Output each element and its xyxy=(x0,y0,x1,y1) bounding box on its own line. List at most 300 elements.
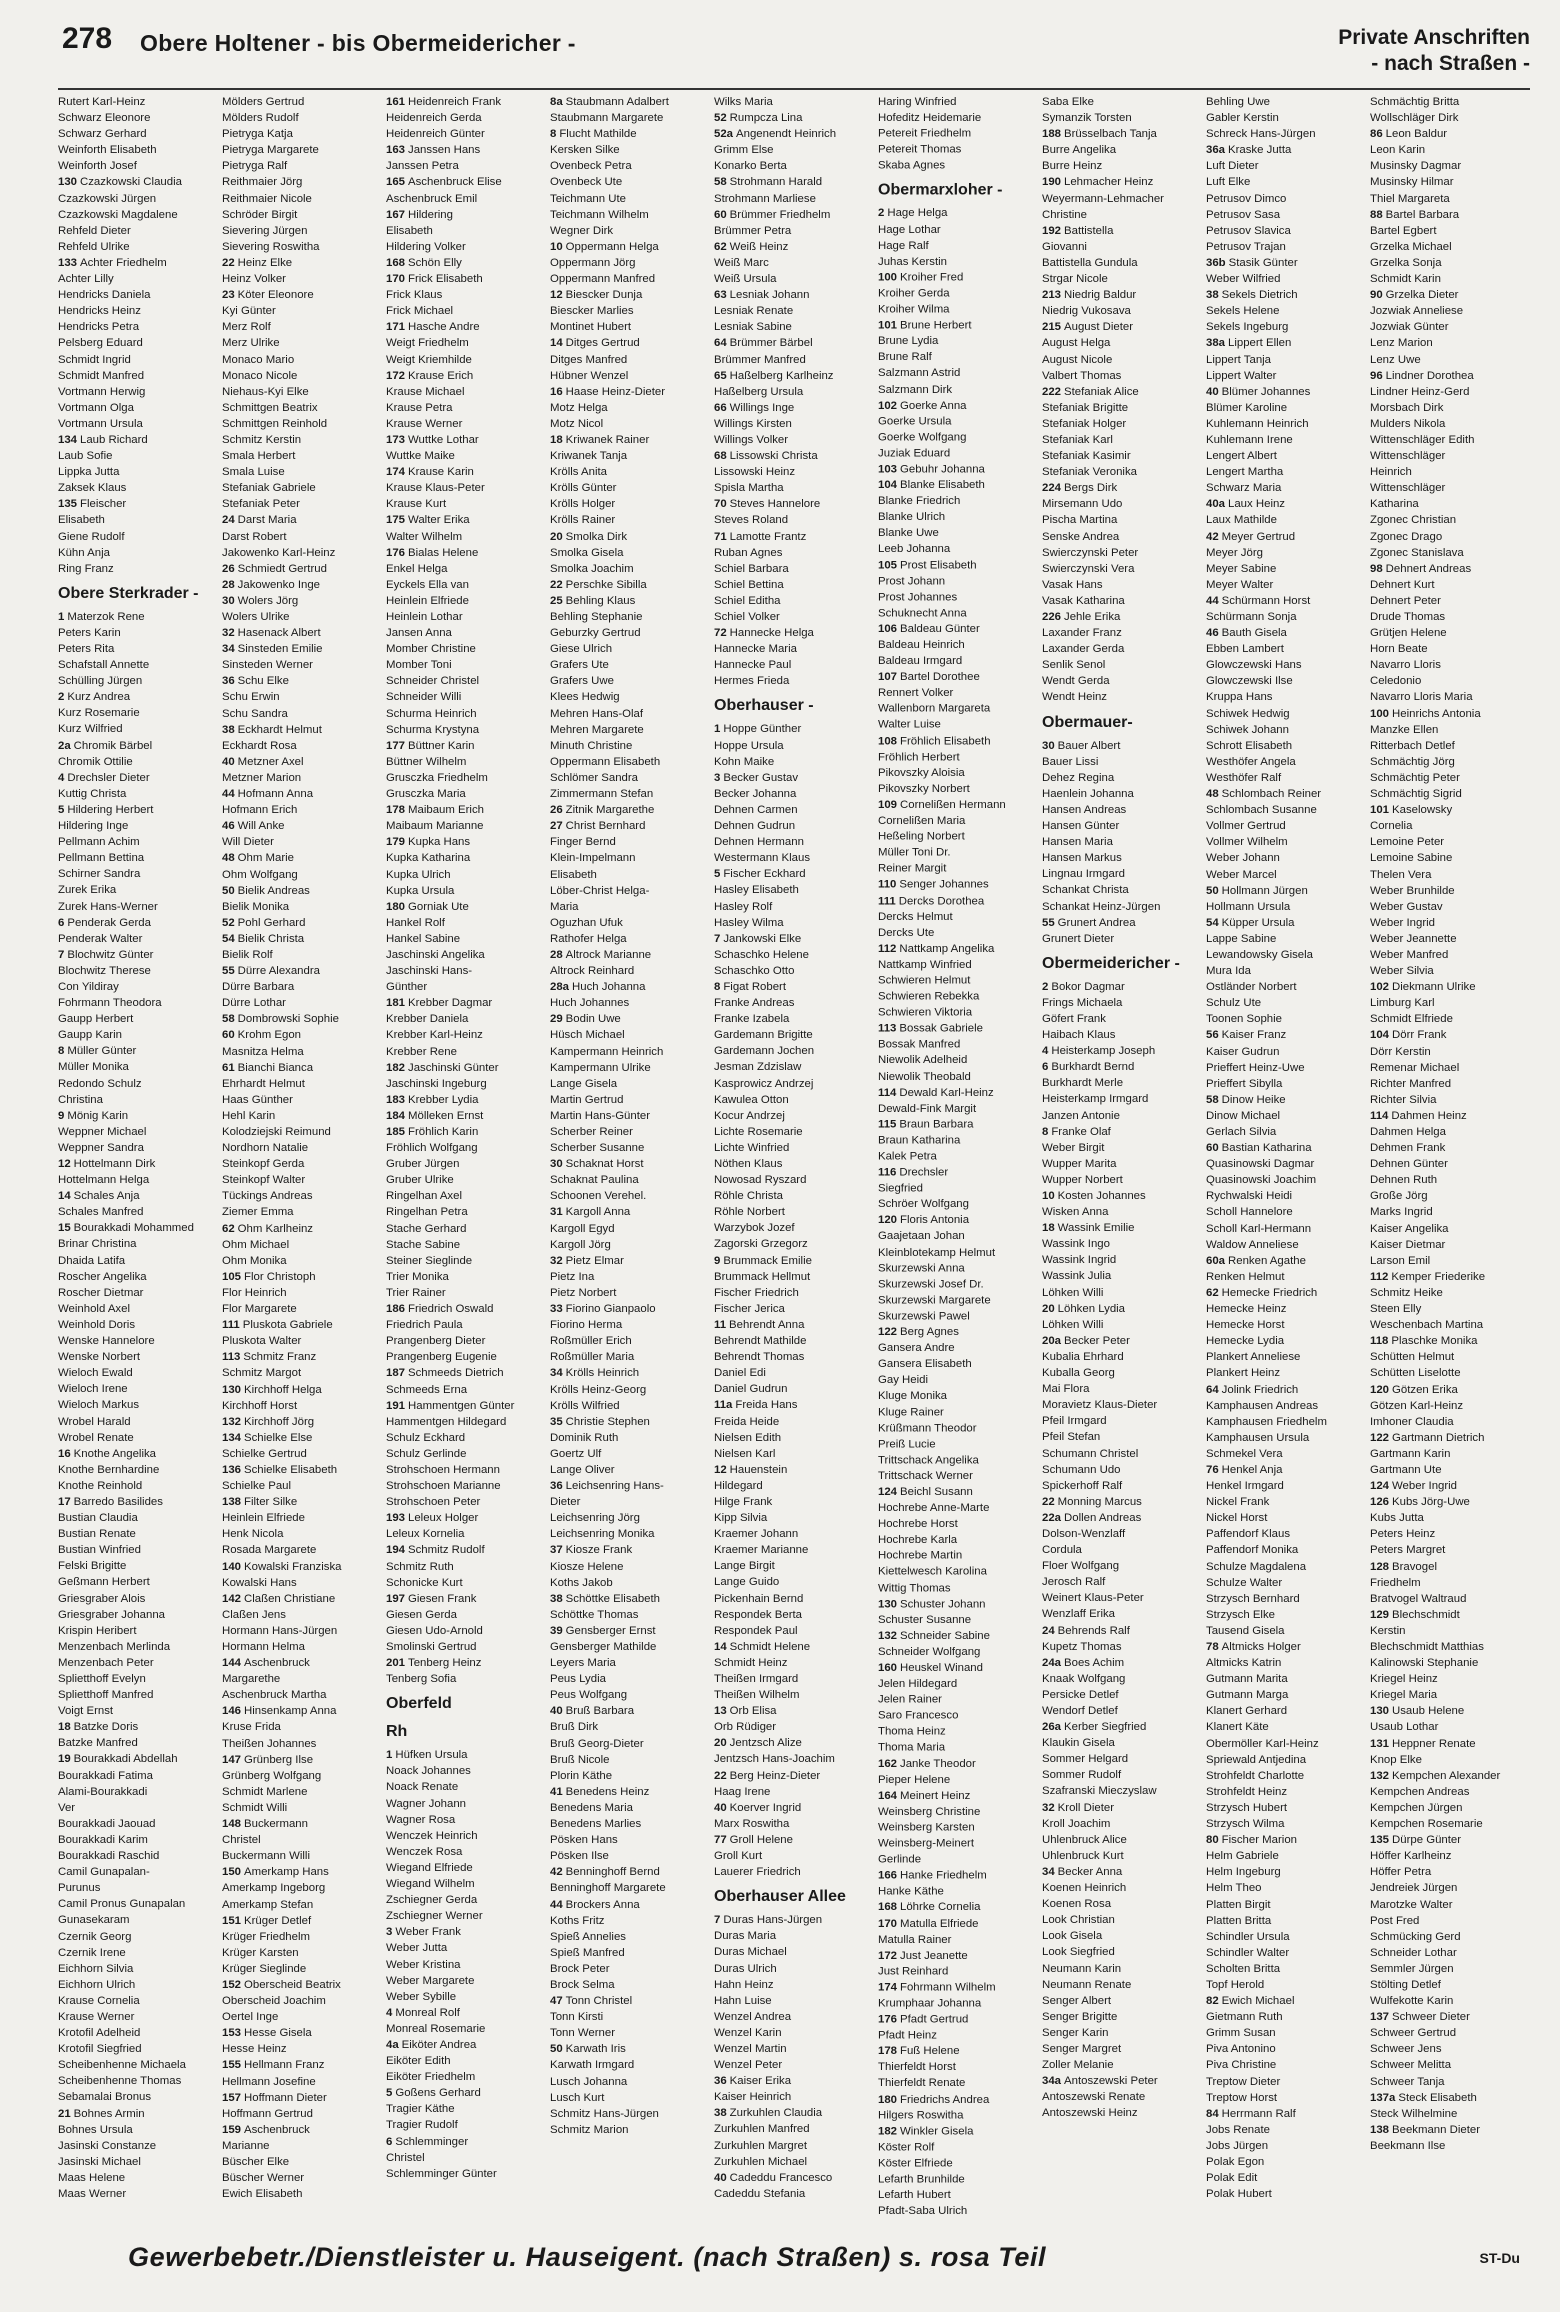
directory-entry: Zimmermann Stefan xyxy=(550,788,654,801)
directory-entry: Schmitz Margot xyxy=(222,1367,302,1380)
directory-entry: 12 Hauenstein xyxy=(714,1463,788,1476)
directory-entry: Orb Rüdiger xyxy=(714,1721,777,1734)
directory-entry: Camil Gunapalan- xyxy=(58,1866,150,1879)
house-number: 82 xyxy=(1206,1995,1219,2008)
street-heading: Obermauer- xyxy=(1042,713,1133,731)
directory-entry: Weber Birgit xyxy=(1042,1141,1105,1154)
directory-entry: 58 Strohmann Harald xyxy=(714,176,823,189)
directory-entry: Knop Elke xyxy=(1370,1753,1422,1766)
directory-entry: Stefaniak Karl xyxy=(1042,433,1113,446)
house-number: 2 xyxy=(1042,980,1049,993)
directory-entry: Jansen Anna xyxy=(386,627,452,640)
directory-entry: Wiegand Wilhelm xyxy=(386,1878,475,1891)
house-number: 8 xyxy=(714,980,721,993)
directory-entry: Lemoine Peter xyxy=(1370,836,1445,849)
house-number: 98 xyxy=(1370,562,1383,575)
directory-entry: Burre Angelika xyxy=(1042,144,1117,157)
directory-entry: 72 Hannecke Helga xyxy=(714,627,814,640)
directory-entry: 161 Heidenreich Frank xyxy=(386,96,502,108)
directory-entry: 1 Hoppe Günther xyxy=(714,723,802,736)
directory-entry: 133 Achter Friedhelm xyxy=(58,256,167,269)
directory-entry: Christel xyxy=(386,2151,425,2164)
directory-entry: 80 Fischer Marion xyxy=(1206,1834,1297,1847)
house-number: 201 xyxy=(386,1657,406,1670)
directory-entry: 22 Monning Marcus xyxy=(1042,1495,1142,1508)
house-number: 16 xyxy=(550,385,563,398)
directory-entry: Krebber Daniela xyxy=(386,1013,469,1026)
directory-entry: Ebben Lambert xyxy=(1206,643,1284,656)
directory-entry: Kaiser Gudrun xyxy=(1206,1045,1280,1058)
directory-entry: Hemecke Lydia xyxy=(1206,1335,1285,1348)
directory-entry: 142 Claßen Christiane xyxy=(222,1592,336,1605)
directory-entry: Weinsberg Christine xyxy=(878,1805,981,1818)
directory-entry: Lefarth Brunhilde xyxy=(878,2173,965,2186)
directory-entry: Hasley Elisabeth xyxy=(714,884,799,897)
house-number: 34a xyxy=(1042,2075,1062,2088)
directory-entry: 153 Hesse Gisela xyxy=(222,2027,312,2040)
directory-entry: 115 Braun Barbara xyxy=(878,1118,974,1131)
directory-entry: Krüger Karsten xyxy=(222,1946,299,1959)
house-number: 40a xyxy=(1206,498,1226,511)
directory-entry: Huch Johannes xyxy=(550,997,630,1010)
directory-entry: 90 Grzelka Dieter xyxy=(1370,289,1459,302)
house-number: 124 xyxy=(1370,1480,1390,1493)
directory-entry: 166 Hanke Friedhelm xyxy=(878,1869,987,1882)
directory-entry: 8 Flucht Mathilde xyxy=(550,128,637,141)
directory-entry: Scherber Susanne xyxy=(550,1142,645,1155)
house-number: 130 xyxy=(222,1383,242,1396)
directory-column-1 xyxy=(58,94,222,2219)
directory-entry: Hannecke Paul xyxy=(714,659,792,672)
directory-entry: Maibaum Marianne xyxy=(386,820,484,833)
house-number: 18 xyxy=(550,433,563,446)
directory-entry: Theißen Johannes xyxy=(222,1737,317,1750)
directory-entry: Tonn Werner xyxy=(550,2027,615,2040)
directory-entry: Spieß Manfred xyxy=(550,1946,625,1959)
directory-entry: Leichsenring Monika xyxy=(550,1528,655,1541)
directory-entry: Krüger Friedhelm xyxy=(222,1930,310,1943)
directory-entry: Merz Rolf xyxy=(222,321,271,334)
directory-entry: Finger Bernd xyxy=(550,836,616,849)
directory-entry: 24 Darst Maria xyxy=(222,514,297,527)
directory-entry: Steiner Sieglinde xyxy=(386,1254,473,1267)
directory-entry: Groll Kurt xyxy=(714,1850,763,1863)
directory-entry: Minuth Christine xyxy=(550,739,633,752)
directory-entry: 124 Beichl Susann xyxy=(878,1486,973,1499)
directory-entry: 38 Schöttke Elisabeth xyxy=(550,1592,661,1605)
directory-entry: Mehren Margarete xyxy=(550,723,644,736)
directory-entry: 39 Gensberger Ernst xyxy=(550,1624,656,1637)
directory-entry: Hahn Luise xyxy=(714,1994,772,2007)
directory-entry: Krause Cornelia xyxy=(58,1994,140,2007)
directory-entry: Schröder Birgit xyxy=(222,208,298,221)
street-heading: Oberhauser - xyxy=(714,697,814,715)
directory-entry: Kowalski Hans xyxy=(222,1576,297,1589)
directory-entry: 76 Henkel Anja xyxy=(1206,1463,1283,1476)
house-number: 1 xyxy=(386,1749,393,1762)
directory-entry: Pösken Ilse xyxy=(550,1850,609,1863)
directory-entry: Schmitz Ruth xyxy=(386,1560,454,1573)
directory-entry: 52 Pohl Gerhard xyxy=(222,916,306,929)
directory-entry: Pfeil Irmgard xyxy=(1042,1415,1107,1428)
directory-entry: Dürre Lothar xyxy=(222,997,286,1010)
directory-entry: Meyer Walter xyxy=(1206,578,1274,591)
house-number: 137a xyxy=(1370,2091,1396,2104)
directory-entry: Zurek Erika xyxy=(58,884,117,897)
directory-entry: 30 Schaknat Horst xyxy=(550,1158,644,1171)
directory-entry: Wenske Hannelore xyxy=(58,1335,155,1348)
directory-entry: Koths Jakob xyxy=(550,1576,613,1589)
directory-entry: Polak Egon xyxy=(1206,2156,1265,2168)
directory-entry: Kempchen Jürgen xyxy=(1370,1801,1463,1814)
directory-entry: Schmächtig Britta xyxy=(1370,96,1460,108)
directory-entry: Eiköter Friedhelm xyxy=(386,2071,476,2084)
house-number: 4 xyxy=(58,771,65,784)
house-number: 36a xyxy=(1206,144,1226,157)
house-number: 30 xyxy=(1042,739,1055,752)
directory-entry: Obermöller Karl-Heinz xyxy=(1206,1737,1319,1750)
directory-entry: Krölls Anita xyxy=(550,466,607,479)
street-heading: Oberfeld xyxy=(386,1695,452,1713)
directory-entry: Stefaniak Veronika xyxy=(1042,466,1137,479)
house-number: 168 xyxy=(878,1901,898,1914)
footer-code: ST-Du xyxy=(1479,2250,1520,2266)
directory-entry: 86 Leon Baldur xyxy=(1370,128,1448,141)
directory-entry: Tausend Gisela xyxy=(1206,1624,1285,1637)
directory-entry: Schirner Sandra xyxy=(58,868,141,881)
directory-entry: 9 Brummack Emilie xyxy=(714,1254,812,1267)
directory-entry: Musinsky Hilmar xyxy=(1370,176,1454,189)
directory-entry: Lappe Sabine xyxy=(1206,932,1277,945)
directory-entry: 40 Metzner Axel xyxy=(222,755,304,768)
directory-entry: Schuknecht Anna xyxy=(878,607,967,620)
directory-entry: Will Dieter xyxy=(222,836,274,849)
directory-entry: Schiwek Johann xyxy=(1206,723,1289,736)
house-number: 38 xyxy=(222,723,235,736)
directory-entry: Weinert Klaus-Peter xyxy=(1042,1592,1144,1605)
directory-entry: 28 Altrock Marianne xyxy=(550,948,652,961)
directory-entry: Gaajetaan Johan xyxy=(878,1230,965,1243)
directory-entry: Schaschko Otto xyxy=(714,964,795,977)
directory-entry: 27 Christ Bernhard xyxy=(550,820,646,833)
house-number: 2a xyxy=(58,739,71,752)
directory-entry: Polak Edit xyxy=(1206,2172,1258,2185)
directory-entry: 170 Frick Elisabeth xyxy=(386,273,483,286)
directory-entry: Mölders Rudolf xyxy=(222,112,299,125)
directory-entry: 174 Krause Karin xyxy=(386,466,474,479)
directory-entry: Schlömer Sandra xyxy=(550,771,639,784)
directory-entry: 184 Mölleken Ernst xyxy=(386,1109,484,1122)
directory-entry: Quasinowski Dagmar xyxy=(1206,1158,1315,1171)
directory-entry: Hildegard xyxy=(714,1479,763,1492)
house-number: 14 xyxy=(550,337,563,350)
directory-entry: Weber Jeannette xyxy=(1370,932,1457,945)
house-number: 65 xyxy=(714,369,727,382)
directory-entry: Mölders Gertrud xyxy=(222,96,305,108)
house-number: 9 xyxy=(714,1254,721,1267)
directory-entry: Strohschoen Hermann xyxy=(386,1463,500,1476)
directory-entry: Respondek Paul xyxy=(714,1624,798,1637)
directory-entry: 62 Hemecke Friedrich xyxy=(1206,1286,1318,1299)
house-number: 48 xyxy=(1206,788,1219,801)
directory-entry: Hüsch Michael xyxy=(550,1029,625,1042)
house-number: 58 xyxy=(222,1013,235,1026)
directory-entry: Bielik Rolf xyxy=(222,948,273,961)
directory-entry: Pikovszky Aloisia xyxy=(878,766,965,779)
directory-entry: Hildering Inge xyxy=(58,820,129,833)
directory-entry: Grünberg Wolfgang xyxy=(222,1769,322,1782)
directory-entry: Kluge Rainer xyxy=(878,1406,944,1419)
directory-entry: 102 Goerke Anna xyxy=(878,399,967,412)
directory-entry: Kamphausen Ursula xyxy=(1206,1431,1310,1444)
directory-entry: Thiel Margareta xyxy=(1370,192,1450,205)
directory-entry: 8 Franke Olaf xyxy=(1042,1125,1111,1138)
directory-entry: Oberscheid Joachim xyxy=(222,1995,326,2008)
directory-entry: Stefaniak Brigitte xyxy=(1042,401,1129,414)
house-number: 7 xyxy=(714,1914,721,1927)
house-number: 101 xyxy=(878,319,898,332)
directory-entry: Kamphausen Friedhelm xyxy=(1206,1415,1327,1428)
directory-entry: Peters Karin xyxy=(58,626,121,639)
directory-entry: Weiß Marc xyxy=(714,256,769,269)
directory-entry: Baldeau Heinrich xyxy=(878,639,965,652)
directory-entry: 194 Schmitz Rudolf xyxy=(386,1544,485,1557)
directory-entry: Marotzke Walter xyxy=(1370,1898,1453,1911)
directory-entry: Giese Ulrich xyxy=(550,643,613,656)
directory-entry: Trier Rainer xyxy=(386,1286,446,1299)
directory-entry: Prangenberg Dieter xyxy=(386,1335,486,1348)
directory-entry: Semmler Jürgen xyxy=(1370,1962,1454,1975)
directory-entry: Scholten Britta xyxy=(1206,1962,1281,1975)
directory-entry: 3 Weber Frank xyxy=(386,1926,461,1939)
directory-entry: Claßen Jens xyxy=(222,1608,286,1621)
directory-entry: 190 Lehmacher Heinz xyxy=(1042,176,1154,189)
directory-entry: Monaco Mario xyxy=(222,353,295,366)
house-number: 20a xyxy=(1042,1334,1062,1347)
directory-entry: Walter Luise xyxy=(878,719,941,731)
directory-entry: Thelen Vera xyxy=(1370,868,1432,881)
directory-entry: Heinlein Elfriede xyxy=(386,594,469,607)
directory-entry: Hilgers Roswitha xyxy=(878,2109,964,2122)
directory-entry: 144 Aschenbruck xyxy=(222,1657,310,1670)
directory-entry: Willings Kirsten xyxy=(714,417,792,430)
directory-entry: 2 Hage Helga xyxy=(878,207,948,220)
directory-entry: Schaknat Paulina xyxy=(550,1174,639,1187)
directory-entry: Respondek Berta xyxy=(714,1608,803,1621)
directory-entry: Schindler Walter xyxy=(1206,1946,1290,1959)
directory-entry: Neumann Karin xyxy=(1042,1962,1122,1975)
directory-entry: Flor Margarete xyxy=(222,1303,297,1316)
directory-entry: Remenar Michael xyxy=(1370,1061,1460,1074)
directory-entry: Jozwiak Anneliese xyxy=(1370,305,1464,318)
directory-entry: Dinow Michael xyxy=(1206,1109,1281,1122)
house-number: 8 xyxy=(58,1045,65,1058)
house-number: 86 xyxy=(1370,128,1383,141)
directory-entry: Laux Mathilde xyxy=(1206,514,1277,527)
directory-entry: Pickenhain Bernd xyxy=(714,1592,804,1605)
directory-entry: Steves Roland xyxy=(714,514,789,527)
directory-entry: Zschiegner Werner xyxy=(386,1910,483,1923)
directory-entry: Hansen Markus xyxy=(1042,852,1122,865)
house-number: 120 xyxy=(878,1214,898,1227)
directory-entry: Preiß Lucie xyxy=(878,1438,936,1451)
house-number: 106 xyxy=(878,623,898,636)
house-number: 24a xyxy=(1042,1656,1062,1669)
directory-entry: Schumann Christel xyxy=(1042,1447,1139,1460)
directory-entry: Penderak Walter xyxy=(58,932,143,945)
directory-entry: Hage Ralf xyxy=(878,239,929,252)
directory-entry: Czazkowski Magdalene xyxy=(58,208,178,221)
directory-entry: Trier Monika xyxy=(386,1270,449,1283)
directory-entry: 104 Blanke Elisabeth xyxy=(878,479,985,492)
directory-entry: Petrusov Slavica xyxy=(1206,224,1291,237)
directory-entry: Schrott Elisabeth xyxy=(1206,739,1293,752)
directory-entry: Monreal Rosemarie xyxy=(386,2022,486,2035)
directory-entry: Schiel Barbara xyxy=(714,562,789,575)
directory-entry: 175 Walter Erika xyxy=(386,514,470,527)
directory-entry: 134 Schielke Else xyxy=(222,1431,313,1444)
directory-entry: Grafers Ute xyxy=(550,659,609,672)
directory-entry: Wassink Ingo xyxy=(1042,1238,1110,1251)
directory-entry: Schurma Krystyna xyxy=(386,723,480,736)
street-heading: Obere Sterkrader - xyxy=(58,584,199,602)
directory-entry: Hahn Heinz xyxy=(714,1978,774,1991)
directory-entry: 18 Batzke Doris xyxy=(58,1721,139,1734)
directory-entry: Camil Pronus Gunapalan xyxy=(58,1898,186,1911)
directory-entry: 58 Dinow Heike xyxy=(1206,1093,1286,1106)
directory-entry: Prieffert Sibylla xyxy=(1206,1077,1283,1090)
directory-entry: Strohfeldt Heinz xyxy=(1206,1785,1288,1798)
directory-entry: Aschenbruck Martha xyxy=(222,1689,327,1702)
house-number: 142 xyxy=(222,1592,242,1605)
directory-entry: Ewich Elisabeth xyxy=(222,2188,303,2201)
directory-entry: Aschenbruck Emil xyxy=(386,192,478,205)
directory-entry: Look Gisela xyxy=(1042,1930,1103,1943)
directory-entry: Wieloch Markus xyxy=(58,1399,140,1412)
directory-entry: Schaschko Helene xyxy=(714,948,809,961)
directory-entry: Gerlach Silvia xyxy=(1206,1126,1277,1138)
directory-entry: 24a Boes Achim xyxy=(1042,1656,1125,1669)
directory-entry: Koths Fritz xyxy=(550,1914,605,1927)
house-number: 170 xyxy=(878,1917,898,1930)
directory-entry: Kargoll Egyd xyxy=(550,1222,615,1235)
house-number: 4a xyxy=(386,2038,399,2051)
directory-entry: Beekmann Ilse xyxy=(1370,2139,1446,2152)
directory-entry: 120 Götzen Erika xyxy=(1370,1383,1458,1396)
directory-entry: Senger Albert xyxy=(1042,1994,1112,2007)
directory-entry: Kohn Maike xyxy=(714,755,775,768)
directory-entry: Schütten Helmut xyxy=(1370,1351,1455,1364)
directory-entry: Ovenbeck Petra xyxy=(550,160,632,173)
directory-entry: Haas Günther xyxy=(222,1093,293,1106)
directory-entry: Pikovszky Norbert xyxy=(878,782,970,795)
directory-entry: 165 Aschenbruck Elise xyxy=(386,176,502,189)
directory-entry: Skurzewski Josef Dr. xyxy=(878,1278,984,1291)
directory-entry: 159 Aschenbruck xyxy=(222,2123,310,2136)
directory-entry: Pelsberg Eduard xyxy=(58,337,143,350)
directory-entry: 64 Brümmer Bärbel xyxy=(714,337,813,350)
directory-entry: Rathofer Helga xyxy=(550,932,627,945)
house-number: 6 xyxy=(1042,1061,1049,1074)
directory-entry: Jaschinski Angelika xyxy=(386,948,485,961)
directory-entry: Christine xyxy=(1042,208,1087,221)
directory-entry: Cadeddu Stefania xyxy=(714,2187,806,2200)
directory-entry: Dehnen Carmen xyxy=(714,803,798,816)
house-number: 151 xyxy=(222,1914,242,1927)
house-number: 52 xyxy=(714,112,727,125)
directory-entry: Smala Herbert xyxy=(222,450,296,463)
directory-entry: 19 Bourakkadi Abdellah xyxy=(58,1753,178,1766)
directory-entry: Schmidt Heinz xyxy=(714,1656,788,1669)
directory-entry: Pellmann Achim xyxy=(58,836,140,849)
directory-entry: Strohmann Marliese xyxy=(714,192,816,205)
house-number: 126 xyxy=(1370,1496,1390,1509)
directory-entry: 46 Bauth Gisela xyxy=(1206,627,1287,640)
directory-entry: Navarro Lloris Maria xyxy=(1370,691,1473,704)
directory-entry: Krause Petra xyxy=(386,401,453,414)
directory-entry: Richter Silvia xyxy=(1370,1093,1437,1106)
directory-entry: 147 Grünberg Ilse xyxy=(222,1753,314,1766)
house-number: 4 xyxy=(1042,1045,1049,1058)
directory-entry: Scheibenhenne Thomas xyxy=(58,2075,182,2088)
directory-entry: Grusczka Friedhelm xyxy=(386,771,488,784)
house-number: 101 xyxy=(1370,804,1390,817)
directory-entry: Jelen Rainer xyxy=(878,1693,942,1706)
directory-entry: Eichhorn Silvia xyxy=(58,1962,134,1975)
directory-entry: Theißen Irmgard xyxy=(714,1673,799,1685)
directory-entry: Koenen Heinrich xyxy=(1042,1882,1127,1895)
directory-entry: 33 Fiorino Gianpaolo xyxy=(550,1303,656,1316)
page-number: 278 xyxy=(62,22,113,55)
directory-entry: 6 Burkhardt Bernd xyxy=(1042,1061,1135,1074)
house-number: 2 xyxy=(878,207,885,220)
directory-entry: Treptow Dieter xyxy=(1206,2075,1281,2088)
page-title: Obere Holtener - bis Obermeidericher - xyxy=(140,30,576,56)
directory-entry: 178 Fuß Helene xyxy=(878,2045,960,2058)
house-number: 62 xyxy=(222,1222,235,1235)
house-number: 21 xyxy=(58,2107,71,2120)
directory-entry: Brock Selma xyxy=(550,1978,615,1991)
directory-entry: Kroll Joachim xyxy=(1042,1817,1111,1830)
directory-entry: Hendricks Daniela xyxy=(58,289,151,302)
directory-entry: Laxander Franz xyxy=(1042,627,1122,640)
house-number: 22 xyxy=(714,1769,727,1782)
directory-entry: Schmidt Manfred xyxy=(58,369,145,382)
directory-entry: Imhoner Claudia xyxy=(1370,1415,1454,1428)
directory-entry: Strohfeldt Charlotte xyxy=(1206,1769,1305,1782)
house-number: 146 xyxy=(222,1705,242,1718)
directory-entry: Jendreiek Jürgen xyxy=(1370,1882,1458,1895)
directory-entry: Kipp Silvia xyxy=(714,1512,768,1525)
directory-entry: Dehez Regina xyxy=(1042,771,1115,784)
directory-entry: Schöttke Thomas xyxy=(550,1608,639,1621)
directory-entry: Roscher Angelika xyxy=(58,1270,147,1283)
directory-entry: 181 Krebber Dagmar xyxy=(386,997,493,1010)
directory-entry: 34 Krölls Heinrich xyxy=(550,1367,640,1380)
directory-entry: Kasprowicz Andrzej xyxy=(714,1077,814,1090)
directory-entry: Brune Ralf xyxy=(878,351,932,364)
directory-entry: Burkhardt Merle xyxy=(1042,1077,1124,1090)
directory-entry: Roßmüller Erich xyxy=(550,1335,632,1348)
directory-entry: 129 Blechschmidt xyxy=(1370,1608,1460,1621)
directory-entry: Schütten Liselotte xyxy=(1370,1367,1461,1380)
directory-entry: Pietryga Margarete xyxy=(222,144,319,157)
house-number: 64 xyxy=(1206,1383,1219,1396)
directory-entry: Schu Erwin xyxy=(222,691,280,704)
directory-entry: Bustian Winfried xyxy=(58,1544,141,1557)
directory-entry: 40 Cadeddu Francesco xyxy=(714,2171,833,2184)
house-number: 55 xyxy=(1042,916,1055,929)
